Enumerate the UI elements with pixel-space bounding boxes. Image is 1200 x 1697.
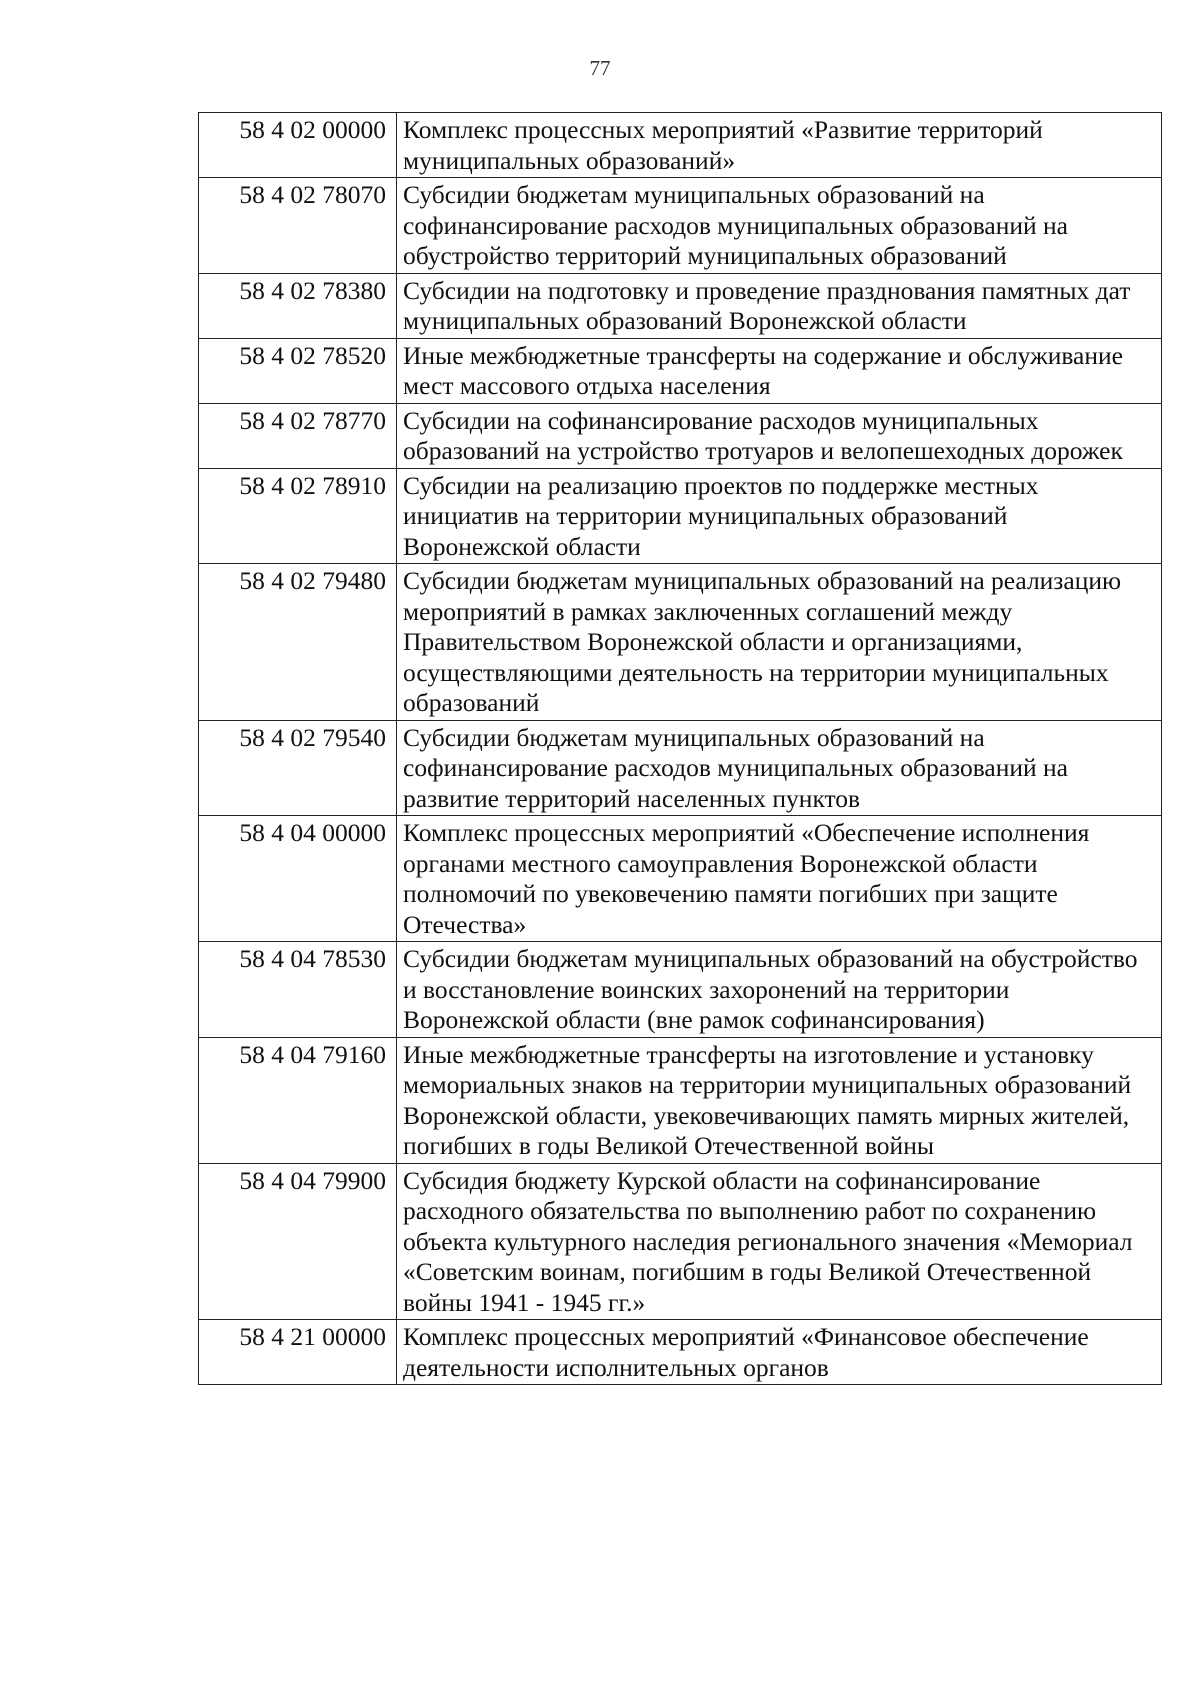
description-cell: Субсидии на софинансирование расходов муниципальных образований на устройство тротуаров и велопешеходных дорожек — [397, 403, 1162, 468]
table-row — [199, 178, 1162, 274]
code-cell: 58 4 02 79480 — [199, 564, 397, 721]
table-row — [199, 273, 1162, 338]
table-row — [199, 1037, 1162, 1163]
table-row — [199, 338, 1162, 403]
table-body — [199, 113, 1162, 1385]
table-row — [199, 564, 1162, 721]
code-cell: 58 4 02 79540 — [199, 720, 397, 816]
code-cell: 58 4 02 78070 — [199, 178, 397, 274]
code-cell: 58 4 04 79160 — [199, 1037, 397, 1163]
table-row — [199, 1163, 1162, 1320]
table-row — [199, 113, 1162, 178]
code-cell: 58 4 02 78770 — [199, 403, 397, 468]
description-cell: Субсидии бюджетам муниципальных образований на реализацию мероприятий в рамках заключенных соглашений между Правительством Воронежской области и организациями, осуществляющими деятельность на территории муниципальных образований — [397, 564, 1162, 721]
description-cell: Субсидии на реализацию проектов по поддержке местных инициатив на территории муниципальных образований Воронежской области — [397, 468, 1162, 564]
description-cell: Комплекс процессных мероприятий «Обеспечение исполнения органами местного самоуправления Воронежской области полномочий по увековечению памяти погибших при защите Отечества» — [397, 816, 1162, 942]
code-cell: 58 4 02 78380 — [199, 273, 397, 338]
description-cell: Субсидии бюджетам муниципальных образований на софинансирование расходов муниципальных образований на развитие территорий населенных пунктов — [397, 720, 1162, 816]
budget-codes-table — [198, 112, 1162, 1385]
code-cell: 58 4 21 00000 — [199, 1320, 397, 1385]
code-cell: 58 4 02 00000 — [199, 113, 397, 178]
description-cell: Субсидия бюджету Курской области на софинансирование расходного обязательства по выполнению работ по сохранению объекта культурного наследия регионального значения «Мемориал «Советским воинам, погибшим в годы Великой Отечественной войны 1941 - 1945 гг.» — [397, 1163, 1162, 1320]
description-cell: Субсидии бюджетам муниципальных образований на обустройство и восстановление воинских захоронений на территории Воронежской области (вне рамок софинансирования) — [397, 942, 1162, 1038]
code-cell: 58 4 02 78910 — [199, 468, 397, 564]
description-cell: Иные межбюджетные трансферты на изготовление и установку мемориальных знаков на территории муниципальных образований Воронежской области, увековечивающих память мирных жителей, погибших в годы Великой Отечественной войны — [397, 1037, 1162, 1163]
table-row — [199, 1320, 1162, 1385]
description-cell: Субсидии на подготовку и проведение празднования памятных дат муниципальных образований Воронежской области — [397, 273, 1162, 338]
code-cell: 58 4 04 79900 — [199, 1163, 397, 1320]
code-cell: 58 4 04 00000 — [199, 816, 397, 942]
table-row — [199, 816, 1162, 942]
table-row — [199, 468, 1162, 564]
description-cell: Комплекс процессных мероприятий «Финансовое обеспечение деятельности исполнительных органов — [397, 1320, 1162, 1385]
page-number: 77 — [589, 56, 611, 80]
code-cell: 58 4 02 78520 — [199, 338, 397, 403]
code-cell: 58 4 04 78530 — [199, 942, 397, 1038]
table-row — [199, 403, 1162, 468]
description-cell: Субсидии бюджетам муниципальных образований на софинансирование расходов муниципальных образований на обустройство территорий муниципальных образований — [397, 178, 1162, 274]
table-row — [199, 720, 1162, 816]
table-row — [199, 942, 1162, 1038]
description-cell: Иные межбюджетные трансферты на содержание и обслуживание мест массового отдыха населения — [397, 338, 1162, 403]
description-cell: Комплекс процессных мероприятий «Развитие территорий муниципальных образований» — [397, 113, 1162, 178]
